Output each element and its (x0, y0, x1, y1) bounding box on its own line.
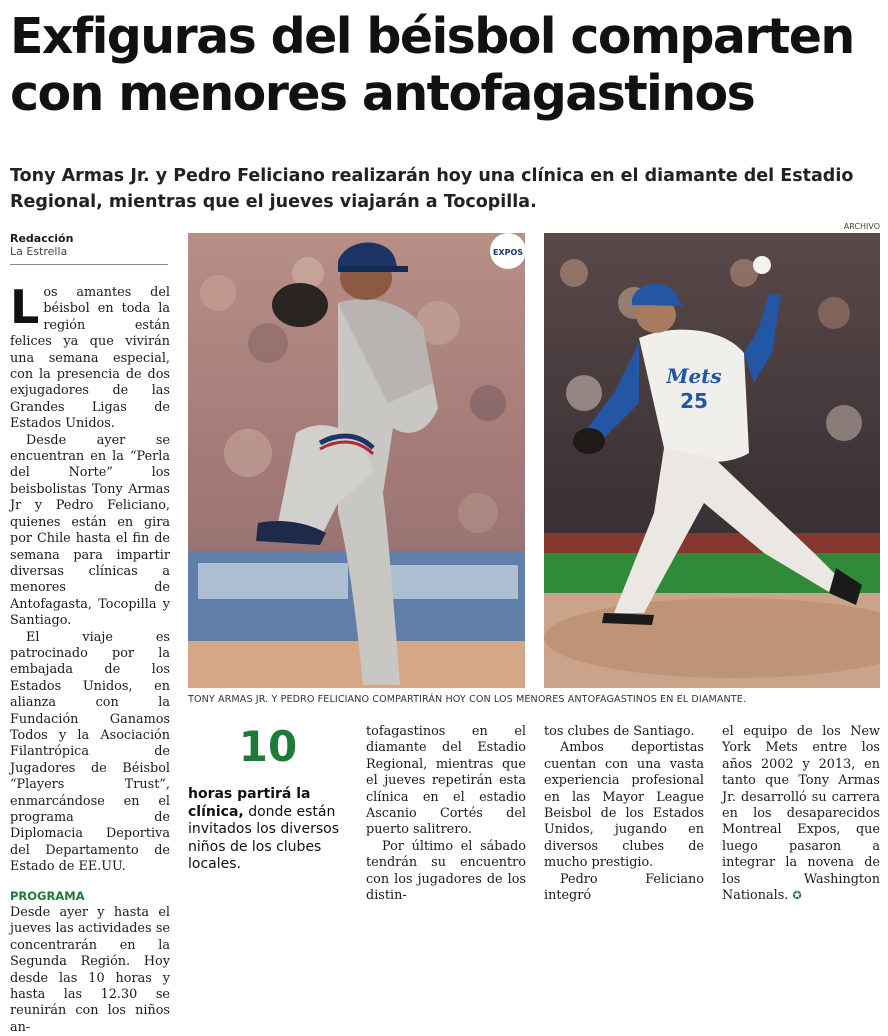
jersey-team-text: Mets (666, 364, 722, 388)
article-column-3 (366, 724, 526, 904)
paragraph-5: tofagastinos en el diamante del Estadio Regional, mientras que el jueves repetirán esta clínica en el estadio Ascanio Cortés del puerto salitrero. (366, 724, 526, 838)
paragraph-8: Ambos deportistas cuentan con una vasta experiencia profesional en las Mayor League Beisbol de los Estados Unidos, jugando en diversos clubes de mucho prestigio. (544, 740, 704, 871)
paragraph-9: Pedro Feliciano integró (544, 871, 704, 904)
article-column-5 (722, 724, 880, 904)
pull-quote (188, 786, 356, 874)
photo-pedro-feliciano (544, 233, 880, 688)
paragraph-7: tos clubes de Santiago. (544, 724, 695, 739)
byline-author: Redacción (10, 232, 74, 245)
pull-quote-number: 10 (238, 722, 298, 771)
paragraph-4: Desde ayer y hasta el jueves las actividades se concentrarán en la Segunda Región. Hoy desde las 10 horas y hasta las 12.30 se reunirán con los niños an- (10, 905, 170, 1035)
paragraph-1: Los amantes del béisbol en toda la región están felices ya que vivirán una semana especial, con la presencia de dos exjugadores de las Grandes Ligas de Estados Unidos. (10, 280, 170, 432)
paragraph-10: el equipo de los New York Mets entre los años 2002 y 2013, en tanto que Tony Armas Jr. desarrolló su carrera en los desaparecidos Montreal Expos, que luego pasaron a integrar la novena de los Washington Nationals. ✪ (722, 724, 880, 904)
headline: Exfiguras del béisbol comparten con menores antofagastinos (10, 8, 854, 122)
photo-credit: ARCHIVO (843, 222, 880, 231)
pull-quote-text: donde están invitados los diversos niños de los clubes locales. (188, 803, 339, 872)
cap-logo-text: EXPOS (492, 248, 524, 257)
photo-caption: TONY ARMAS JR. Y PEDRO FELICIANO COMPARTIRÁN HOY CON LOS MENORES ANTOFAGASTINOS EN EL DIAMANTE. (188, 694, 747, 705)
paragraph-3: El viaje es patrocinado por la embajada de los Estados Unidos, en alianza con la Fundación Ganamos Todos y la Asociación Filantrópica de Jugadores de Béisbol “Players Trust”, enmarcándose en el programa de Diplomacia Deportiva del Departamento de Estado de EE.UU. (10, 629, 170, 875)
jersey-number-text: 25 (680, 389, 708, 413)
paragraph-6: Por último el sábado tendrán su encuentro con los jugadores de los distin- (366, 838, 526, 904)
article-column-4 (544, 724, 704, 904)
byline-publication: La Estrella (10, 245, 68, 258)
pitcher-photo-mets (544, 233, 880, 688)
drop-cap: L (10, 280, 40, 334)
section-label-programa: PROGRAMA (10, 888, 85, 903)
deck-subtitle: Tony Armas Jr. y Pedro Feliciano realizarán hoy una clínica en el diamante del Estadio Regional, mientras que el jueves viajarán a Tocopilla. (10, 166, 854, 212)
pull-quote-lead: horas partirá la clínica, (188, 786, 311, 820)
end-mark-icon: ✪ (792, 889, 802, 903)
article-column-1 (10, 280, 170, 1036)
byline (10, 232, 168, 265)
photo-tony-armas (188, 233, 525, 688)
paragraph-2: Desde ayer se encuentran en la “Perla del Norte” los beisbolistas Tony Armas Jr y Pedro Feliciano, quienes están en gira por Chile hasta el fin de semana para impartir diversas clínicas a menores de Antofagasta, Tocopilla y Santiago. (10, 432, 170, 629)
pitcher-photo-expos (188, 233, 525, 688)
